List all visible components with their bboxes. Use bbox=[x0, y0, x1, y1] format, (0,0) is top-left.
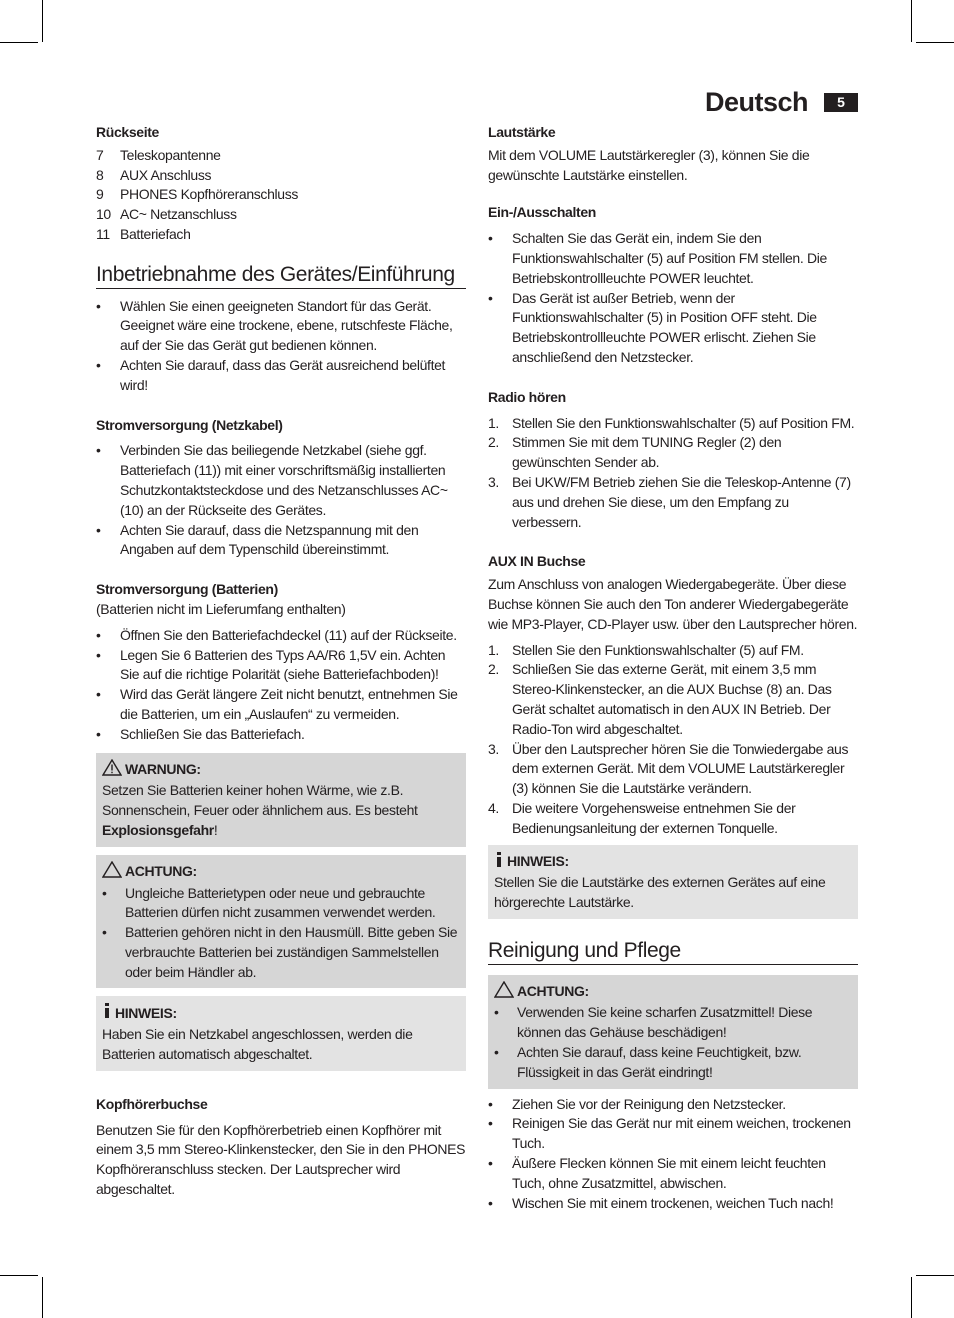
note-text: (Batterien nicht im Lieferumfang enthalten) bbox=[96, 600, 346, 617]
section-heading: Lautstärke bbox=[488, 124, 556, 140]
crop-mark bbox=[0, 42, 38, 43]
caution-label: ACHTUNG: bbox=[125, 863, 197, 880]
section-heading: Stromversorgung (Batterien) bbox=[96, 581, 278, 598]
list-item: 1. Stellen Sie den Funktionswahlschalter (5) auf Position FM. bbox=[488, 414, 855, 431]
warning-box bbox=[96, 753, 466, 847]
list-item: • Verbinden Sie das beiliegende Netzkabel (siehe ggf. Batteriefach (11)) mit einer vorschriftsmäßig installierten Schutzkontaktsteckdose und des Netzanschlusses AC~ (10) an der Rückseite des Gerätes. bbox=[96, 442, 448, 518]
list-item: • Batterien gehören nicht in den Hausmüll. Bitte geben Sie verbrauchte Batterien bei zuständigen Sammelstellen oder beim Händler ab. bbox=[102, 924, 458, 980]
section-heading: Ein-/Ausschalten bbox=[488, 204, 596, 221]
caution-box bbox=[488, 975, 858, 1089]
warning-label: WARNUNG: bbox=[125, 761, 201, 778]
list-item: 4. Die weitere Vorgehensweise entnehmen Sie der Bedienungsanleitung der externen Tonquelle. bbox=[488, 799, 796, 836]
list-item: 9 PHONES Kopfhöreranschluss bbox=[96, 186, 299, 203]
list-item: • Das Gerät ist außer Betrieb, wenn der Funktionswahlschalter (5) in Position OFF steht. Die Betriebskontrollleuchte POWER erlischt. Ziehen Sie anschließend den Netzstecker. bbox=[488, 289, 817, 365]
left-column bbox=[96, 123, 466, 1200]
list-item: 1. Stellen Sie den Funktionswahlschalter (5) auf FM. bbox=[488, 641, 804, 658]
bullet-list bbox=[488, 229, 858, 368]
crop-mark bbox=[916, 42, 954, 43]
list-item: • Legen Sie 6 Batterien des Typs AA/R6 1,5V ein. Achten Sie auf die richtige Polarität (siehe Batteriefachboden)! bbox=[96, 646, 446, 683]
list-item: • Reinigen Sie das Gerät nur mit einem weichen, trockenen Tuch. bbox=[488, 1115, 851, 1152]
list-item: • Ungleiche Batterietypen oder neue und gebrauchte Batterien dürfen nicht zusammen verwendet werden. bbox=[102, 884, 436, 921]
info-icon bbox=[494, 851, 504, 874]
paragraph: Mit dem VOLUME Lautstärkeregler (3), können Sie die gewünschte Lautstärke einstellen. bbox=[488, 146, 810, 183]
crop-mark bbox=[911, 0, 912, 42]
warning-triangle-icon bbox=[102, 759, 122, 782]
list-item: 7 Teleskopantenne bbox=[96, 146, 221, 163]
list-item: • Achten Sie darauf, dass keine Feuchtigkeit, bzw. Flüssigkeit in das Gerät eindringt! bbox=[494, 1044, 802, 1080]
paragraph: Zum Anschluss von analogen Wiedergabegeräte. Über diese Buchse können Sie auch den Ton anderer Wiedergabegeräte wie MP3-Player, CD-Player usw. über den Lautsprecher hören. bbox=[488, 576, 858, 632]
list-item: • Ziehen Sie vor der Reinigung den Netzstecker. bbox=[488, 1095, 786, 1112]
page-number: 5 bbox=[824, 93, 858, 112]
list-item: 11 Batteriefach bbox=[96, 225, 191, 242]
list-item: • Achten Sie darauf, dass die Netzspannung mit den Angaben auf dem Typenschild übereinstimmt. bbox=[96, 521, 419, 558]
crop-mark bbox=[911, 1277, 912, 1318]
crop-mark bbox=[916, 1275, 954, 1276]
section-title: Reinigung und Pflege bbox=[488, 941, 858, 965]
list-item: 2. Stimmen Sie mit dem TUNING Regler (2) den gewünschten Sender ab. bbox=[488, 434, 782, 471]
bullet-list bbox=[96, 297, 466, 396]
note-label: HINWEIS: bbox=[115, 1004, 177, 1021]
note-box bbox=[488, 845, 858, 919]
info-icon bbox=[102, 1002, 112, 1025]
language-title: Deutsch bbox=[704, 86, 808, 117]
section-heading: Radio hören bbox=[488, 388, 566, 405]
section-heading: Stromversorgung (Netzkabel) bbox=[96, 416, 283, 433]
list-item: • Äußere Flecken können Sie mit einem leicht feuchten Tuch, ohne Zusatzmittel, abwischen. bbox=[488, 1155, 826, 1191]
note-text: Haben Sie ein Netzkabel angeschlossen, werden die Batterien automatisch abgeschaltet. bbox=[102, 1026, 413, 1063]
caution-triangle-icon bbox=[102, 861, 122, 884]
note-label: HINWEIS: bbox=[507, 853, 569, 869]
bullet-list bbox=[96, 441, 466, 560]
list-item: 8 AUX Anschluss bbox=[96, 166, 212, 183]
crop-mark bbox=[42, 1277, 43, 1318]
caution-triangle-icon bbox=[494, 981, 514, 1004]
right-column bbox=[488, 123, 858, 1213]
section-heading: Rückseite bbox=[96, 124, 159, 140]
section-heading: AUX IN Buchse bbox=[488, 553, 586, 570]
numbered-list bbox=[488, 641, 858, 839]
warning-text: Setzen Sie Batterien keiner hohen Wärme, wie z.B. Sonnenschein, Feuer oder ähnlichem aus. Es besteht Explosionsgefahr! bbox=[102, 782, 418, 838]
page-header bbox=[705, 86, 858, 118]
crop-mark bbox=[0, 1275, 38, 1276]
note-text: Stellen Sie die Lautstärke des externen Gerätes auf eine hörgerechte Lautstärke. bbox=[494, 874, 826, 911]
rueckseite-list bbox=[96, 146, 466, 245]
list-item: • Wischen Sie mit einem trockenen, weichen Tuch nach! bbox=[488, 1194, 834, 1211]
list-item: • Achten Sie darauf, dass das Gerät ausreichend belüftet wird! bbox=[96, 356, 446, 393]
list-item: 3. Über den Lautsprecher hören Sie die Tonwiedergabe aus dem externen Gerät. Mit dem VOLUME Lautstärkeregler (3) können Sie die Lautstärke verändern. bbox=[488, 740, 849, 797]
caution-box bbox=[96, 855, 466, 989]
paragraph: Benutzen Sie für den Kopfhörerbetrieb einen Kopfhörer mit einem 3,5 mm Stereo-Klinkenstecker, den Sie in den PHONES Kopfhöreranschluss stecken. Der Lautsprecher wird abgeschaltet. bbox=[96, 1121, 466, 1198]
list-item: 2. Schließen Sie das externe Gerät, mit einem 3,5 mm Stereo-Klinkenstecker, an die AUX Buchse (8) an. Das Gerät schaltet automatisch in den AUX IN Betrieb. Der Radio-Ton wird abgeschaltet. bbox=[488, 661, 832, 737]
list-item: • Wählen Sie einen geeigneten Standort für das Gerät. Geeignet wäre eine trockene, ebene, rutschfeste Fläche, auf der Sie das Gerät gut bedienen können. bbox=[96, 297, 453, 354]
numbered-list bbox=[488, 414, 858, 533]
bullet-list bbox=[102, 884, 460, 983]
caution-label: ACHTUNG: bbox=[517, 983, 589, 1000]
list-item: • Verwenden Sie keine scharfen Zusatzmittel! Diese können das Gehäuse beschädigen! bbox=[494, 1004, 813, 1041]
bullet-list bbox=[488, 1095, 858, 1214]
bullet-list bbox=[494, 1003, 852, 1082]
list-item: • Wird das Gerät längere Zeit nicht benutzt, entnehmen Sie die Batterien, um ein „Auslaufen“ zu vermeiden. bbox=[96, 686, 458, 722]
list-item: • Öffnen Sie den Batteriefachdeckel (11) auf der Rückseite. bbox=[96, 626, 457, 643]
note-box bbox=[96, 996, 466, 1070]
list-item: • Schalten Sie das Gerät ein, indem Sie den Funktionswahlschalter (5) auf Position FM stellen. Die Betriebskontrollleuchte POWER leuchtet. bbox=[488, 230, 827, 286]
section-heading: Kopfhörerbuchse bbox=[96, 1095, 208, 1112]
bullet-list bbox=[96, 626, 466, 745]
section-title: Inbetriebnahme des Gerätes/Einführung bbox=[96, 265, 466, 289]
crop-mark bbox=[42, 0, 43, 42]
list-item: 10 AC~ Netzanschluss bbox=[96, 206, 237, 223]
list-item: • Schließen Sie das Batteriefach. bbox=[96, 725, 305, 742]
list-item: 3. Bei UKW/FM Betrieb ziehen Sie die Teleskop-Antenne (7) aus und drehen Sie diese, um den Empfang zu verbessern. bbox=[488, 473, 851, 530]
